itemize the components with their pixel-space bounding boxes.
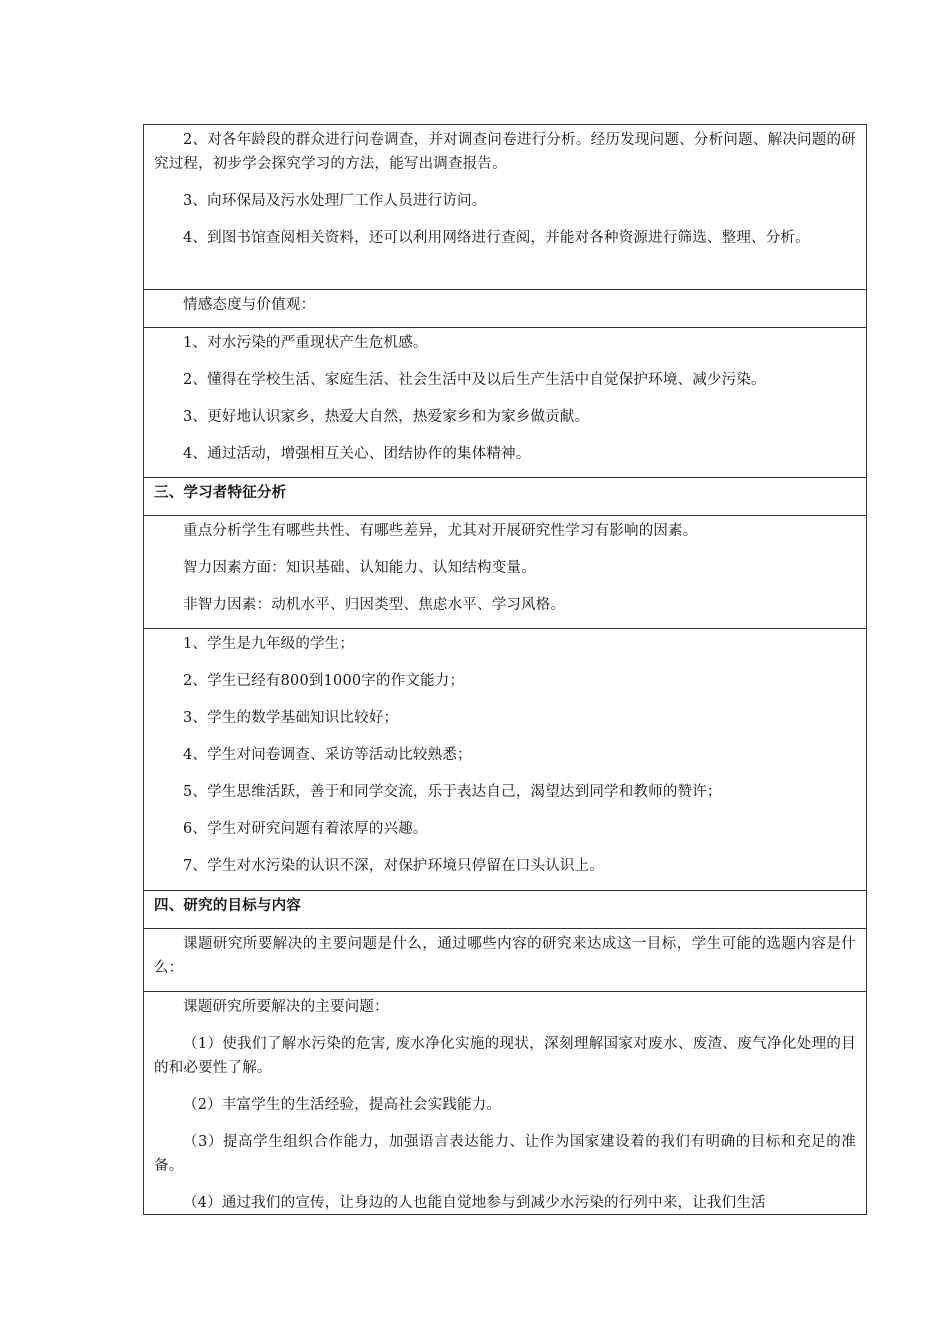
section-title: 三、学习者特征分析 [154, 485, 287, 501]
list-item: 6、学生对研究问题有着浓厚的兴趣。 [183, 821, 428, 837]
list-item: （2）丰富学生的生活经验，提高社会实践能力。 [183, 1097, 502, 1113]
learner-characteristics-cell [144, 628, 866, 890]
section-heading-4 [144, 890, 866, 928]
paragraph: 4、通过活动，增强相互关心、团结协作的集体精神。 [183, 446, 531, 462]
paragraph: 2、懂得在学校生活、家庭生活、社会生活中及以后生产生活中自觉保护环境、减少污染。 [183, 372, 766, 388]
list-item: 7、学生对水污染的认识不深，对保护环境只停留在口头认识上。 [183, 858, 605, 874]
paragraph: 情感态度与价值观： [183, 297, 316, 313]
emotion-values-label-cell [144, 289, 866, 327]
list-item: （3）提高学生组织合作能力，加强语言表达能力、让作为国家建设着的我们有明确的目标和充足的准备。 [154, 1134, 856, 1174]
paragraph: 非智力因素：动机水平、归因类型、焦虑水平、学习风格。 [183, 597, 566, 613]
list-item: 2、学生已经有800到1000字的作文能力； [183, 673, 465, 689]
paragraph: 1、对水污染的严重现状产生危机感。 [183, 335, 428, 351]
list-item: 3、学生的数学基础知识比较好； [183, 710, 399, 726]
paragraph: 4、到图书馆查阅相关资料，还可以利用网络进行查阅，并能对各种资源进行筛选、整理、分析。 [183, 230, 810, 246]
list-item: 4、学生对问卷调查、采访等活动比较熟悉； [183, 747, 472, 763]
paragraph: 2、对各年龄段的群众进行问卷调查，并对调查问卷进行分析。经历发现问题、分析问题、解决问题的研究过程，初步学会探究学习的方法，能写出调查报告。 [154, 132, 856, 172]
list-item: 1、学生是九年级的学生； [183, 636, 355, 652]
list-item: （4）通过我们的宣传，让身边的人也能自觉地参与到减少水污染的行列中来，让我们生活 [183, 1195, 766, 1211]
document-table [143, 124, 867, 1215]
process-methods-cell [144, 125, 866, 289]
research-problems-cell [144, 991, 866, 1214]
paragraph: 课题研究所要解决的主要问题是什么，通过哪些内容的研究来达成这一目标，学生可能的选题内容是什么： [154, 936, 856, 976]
paragraph: 重点分析学生有哪些共性、有哪些差异，尤其对开展研究性学习有影响的因素。 [183, 523, 698, 539]
paragraph: 智力因素方面：知识基础、认知能力、认知结构变量。 [183, 560, 536, 576]
section-title: 四、研究的目标与内容 [154, 898, 301, 914]
research-goals-guide-cell [144, 928, 866, 991]
paragraph: 3、向环保局及污水处理厂工作人员进行访问。 [183, 193, 487, 209]
emotion-values-cell [144, 327, 866, 477]
paragraph: 课题研究所要解决的主要问题： [183, 999, 389, 1015]
list-item: 5、学生思维活跃，善于和同学交流，乐于表达自己，渴望达到同学和教师的赞许； [183, 784, 722, 800]
section-heading-3 [144, 477, 866, 515]
learner-analysis-guide-cell [144, 515, 866, 628]
list-item: （1）使我们了解水污染的危害, 废水净化实施的现状，深刻理解国家对废水、废渣、废气净化处理的目的和必要性了解。 [154, 1036, 856, 1076]
paragraph: 3、更好地认识家乡，热爱大自然，热爱家乡和为家乡做贡献。 [183, 409, 590, 425]
